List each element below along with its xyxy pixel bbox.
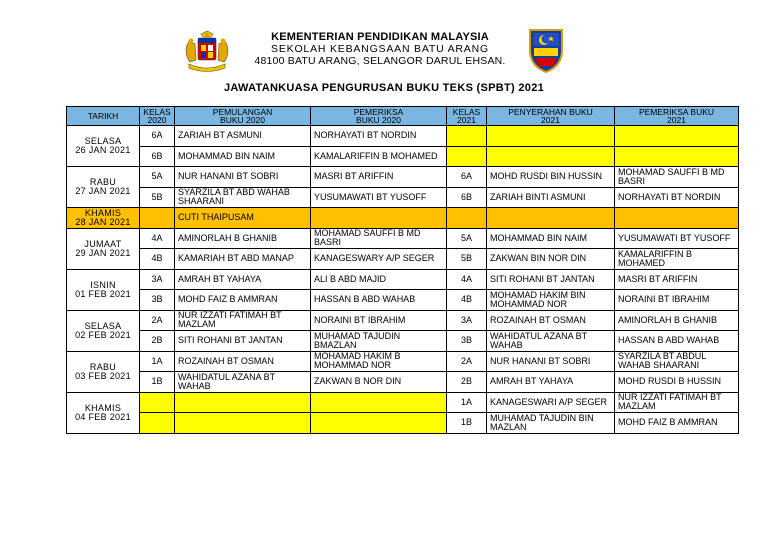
penyerahan-cell: MOHAMAD HAKIM BIN MOHAMMAD NOR xyxy=(487,290,615,311)
pemeriksa-2021-cell xyxy=(615,208,739,229)
penyerahan-cell: MUHAMAD TAJUDIN BIN MAZLAN xyxy=(487,413,615,434)
penyerahan-cell: AMRAH BT YAHAYA xyxy=(487,372,615,393)
table-row xyxy=(67,351,739,372)
table-row xyxy=(67,228,739,249)
table-row xyxy=(67,269,739,290)
pemulangan-cell xyxy=(175,413,311,434)
penyerahan-cell xyxy=(487,208,615,229)
date-cell: SELASA 02 FEB 2021 xyxy=(67,310,140,351)
pemeriksa-2020-cell: YUSUMAWATI BT YUSOFF xyxy=(311,187,447,208)
date-cell: KHAMIS 28 JAN 2021 xyxy=(67,208,140,229)
kelas-2020-cell: 3A xyxy=(140,269,175,290)
kelas-2021-cell: 4A xyxy=(447,269,487,290)
kelas-2020-cell: 1A xyxy=(140,351,175,372)
schedule-table xyxy=(66,106,739,434)
kelas-2020-cell: 2B xyxy=(140,331,175,352)
table-row xyxy=(67,167,739,188)
pemeriksa-2020-cell: MOHAMAD HAKIM B MOHAMMAD NOR xyxy=(311,351,447,372)
kelas-2021-cell: 3B xyxy=(447,331,487,352)
pemeriksa-2021-cell: SYARZILA BT ABDUL WAHAB SHAARANI xyxy=(615,351,739,372)
kelas-2021-cell: 5A xyxy=(447,228,487,249)
pemulangan-cell: KAMARIAH BT ABD MANAP xyxy=(175,249,311,270)
table-row xyxy=(67,249,739,270)
kelas-2021-cell: 6B xyxy=(447,187,487,208)
table-row xyxy=(67,290,739,311)
kelas-2021-cell xyxy=(447,208,487,229)
pemeriksa-2021-cell xyxy=(615,146,739,167)
date-cell: ISNIN 01 FEB 2021 xyxy=(67,269,140,310)
header-row xyxy=(67,107,739,126)
date-cell: RABU 27 JAN 2021 xyxy=(67,167,140,208)
kelas-2020-cell: 4A xyxy=(140,228,175,249)
kelas-2020-cell: 3B xyxy=(140,290,175,311)
table-row xyxy=(67,146,739,167)
penyerahan-cell: KANAGESWARI A/P SEGER xyxy=(487,392,615,413)
pemeriksa-2020-cell: ZAKWAN B NOR DIN xyxy=(311,372,447,393)
pemeriksa-2021-cell: MOHD RUSDI B HUSSIN xyxy=(615,372,739,393)
pemeriksa-2021-cell xyxy=(615,126,739,147)
pemeriksa-2020-cell: NORAINI BT IBRAHIM xyxy=(311,310,447,331)
penyerahan-cell: MOHAMMAD BIN NAIM xyxy=(487,228,615,249)
pemulangan-cell: SYARZILA BT ABD WAHAB SHAARANI xyxy=(175,187,311,208)
penyerahan-cell: ZARIAH BINTI ASMUNI xyxy=(487,187,615,208)
penyerahan-cell xyxy=(487,126,615,147)
pemulangan-cell: WAHIDATUL AZANA BT WAHAB xyxy=(175,372,311,393)
kelas-2020-cell: 5A xyxy=(140,167,175,188)
pemeriksa-2021-cell: MASRI BT ARIFFIN xyxy=(615,269,739,290)
penyerahan-cell: ZAKWAN BIN NOR DIN xyxy=(487,249,615,270)
pemeriksa-2021-cell: NORAINI BT IBRAHIM xyxy=(615,290,739,311)
pemeriksa-2021-cell: MOHD FAIZ B AMMRAN xyxy=(615,413,739,434)
pemeriksa-2020-cell: MOHAMAD SAUFFI B MD BASRI xyxy=(311,228,447,249)
table-row xyxy=(67,310,739,331)
penyerahan-cell: NUR HANANI BT SOBRI xyxy=(487,351,615,372)
pemeriksa-2020-cell: KAMALARIFFIN B MOHAMED xyxy=(311,146,447,167)
pemulangan-cell: MOHAMMAD BIN NAIM xyxy=(175,146,311,167)
kelas-2021-cell: 6A xyxy=(447,167,487,188)
pemeriksa-2021-cell: KAMALARIFFIN B MOHAMED xyxy=(615,249,739,270)
penyerahan-cell: ROZAINAH BT OSMAN xyxy=(487,310,615,331)
kelas-2020-cell: 5B xyxy=(140,187,175,208)
pemeriksa-2020-cell xyxy=(311,208,447,229)
penyerahan-cell xyxy=(487,146,615,167)
date-cell: JUMAAT 29 JAN 2021 xyxy=(67,228,140,269)
pemulangan-cell: SITI ROHANI BT JANTAN xyxy=(175,331,311,352)
holiday-row xyxy=(67,208,739,229)
date-cell: RABU 03 FEB 2021 xyxy=(67,351,140,392)
kelas-2021-cell xyxy=(447,126,487,147)
pemeriksa-2021-cell: MOHAMAD SAUFFI B MD BASRI xyxy=(615,167,739,188)
ministry-name: KEMENTERIAN PENDIDIKAN MALAYSIA xyxy=(271,31,489,43)
table-row xyxy=(67,372,739,393)
pemeriksa-2020-cell: MUHAMAD TAJUDIN BMAZLAN xyxy=(311,331,447,352)
document-title: JAWATANKUASA PENGURUSAN BUKU TEKS (SPBT) 2021 xyxy=(223,82,545,94)
pemeriksa-2020-cell: MASRI BT ARIFFIN xyxy=(311,167,447,188)
school-crest-icon xyxy=(524,26,568,74)
pemeriksa-2020-cell xyxy=(311,413,447,434)
col-pemeriksa-2020: PEMERIKSA BUKU 2020 xyxy=(311,107,447,126)
pemeriksa-2020-cell: NORHAYATI BT NORDIN xyxy=(311,126,447,147)
kelas-2021-cell: 2A xyxy=(447,351,487,372)
table-row xyxy=(67,331,739,352)
table-row xyxy=(67,126,739,147)
kelas-2020-cell xyxy=(140,413,175,434)
kelas-2020-cell: 2A xyxy=(140,310,175,331)
school-name: SEKOLAH KEBANGSAAN BATU ARANG xyxy=(271,43,489,55)
pemeriksa-2020-cell: KANAGESWARY A/P SEGER xyxy=(311,249,447,270)
col-kelas-2021: KELAS 2021 xyxy=(447,107,487,126)
pemeriksa-2020-cell: HASSAN B ABD WAHAB xyxy=(311,290,447,311)
penyerahan-cell: SITI ROHANI BT JANTAN xyxy=(487,269,615,290)
col-kelas-2020: KELAS 2020 xyxy=(140,107,175,126)
table-row xyxy=(67,392,739,413)
pemeriksa-2020-cell: ALI B ABD MAJID xyxy=(311,269,447,290)
kelas-2020-cell xyxy=(140,392,175,413)
kelas-2020-cell: 4B xyxy=(140,249,175,270)
kelas-2020-cell xyxy=(140,208,175,229)
pemulangan-cell: NUR HANANI BT SOBRI xyxy=(175,167,311,188)
pemeriksa-2021-cell: NUR IZZATI FATIMAH BT MAZLAM xyxy=(615,392,739,413)
pemulangan-cell: ROZAINAH BT OSMAN xyxy=(175,351,311,372)
pemeriksa-2021-cell: YUSUMAWATI BT YUSOFF xyxy=(615,228,739,249)
kelas-2021-cell: 3A xyxy=(447,310,487,331)
kelas-2021-cell xyxy=(447,146,487,167)
col-tarikh: TARIKH xyxy=(67,107,140,126)
pemeriksa-2021-cell: HASSAN B ABD WAHAB xyxy=(615,331,739,352)
pemulangan-cell: MOHD FAIZ B AMMRAN xyxy=(175,290,311,311)
kelas-2021-cell: 1A xyxy=(447,392,487,413)
school-address: 48100 BATU ARANG, SELANGOR DARUL EHSAN. xyxy=(254,55,506,67)
col-penyerahan: PENYERAHAN BUKU 2021 xyxy=(487,107,615,126)
col-pemulangan: PEMULANGAN BUKU 2020 xyxy=(175,107,311,126)
date-cell: SELASA 26 JAN 2021 xyxy=(67,126,140,167)
date-cell: KHAMIS 04 FEB 2021 xyxy=(67,392,140,433)
kelas-2021-cell: 4B xyxy=(447,290,487,311)
table-row xyxy=(67,413,739,434)
holiday-label: CUTI THAIPUSAM xyxy=(175,208,311,229)
pemulangan-cell: AMINORLAH B GHANIB xyxy=(175,228,311,249)
kelas-2020-cell: 6A xyxy=(140,126,175,147)
kelas-2021-cell: 1B xyxy=(447,413,487,434)
letterhead xyxy=(0,22,768,72)
kelas-2020-cell: 1B xyxy=(140,372,175,393)
pemulangan-cell: AMRAH BT YAHAYA xyxy=(175,269,311,290)
penyerahan-cell: WAHIDATUL AZANA BT WAHAB xyxy=(487,331,615,352)
pemulangan-cell xyxy=(175,392,311,413)
kelas-2020-cell: 6B xyxy=(140,146,175,167)
malaysia-coat-of-arms-icon xyxy=(181,30,233,74)
pemeriksa-2020-cell xyxy=(311,392,447,413)
pemulangan-cell: NUR IZZATI FATIMAH BT MAZLAM xyxy=(175,310,311,331)
kelas-2021-cell: 2B xyxy=(447,372,487,393)
penyerahan-cell: MOHD RUSDI BIN HUSSIN xyxy=(487,167,615,188)
table-row xyxy=(67,187,739,208)
kelas-2021-cell: 5B xyxy=(447,249,487,270)
pemulangan-cell: ZARIAH BT ASMUNI xyxy=(175,126,311,147)
pemeriksa-2021-cell: AMINORLAH B GHANIB xyxy=(615,310,739,331)
col-pemeriksa-2021: PEMERIKSA BUKU 2021 xyxy=(615,107,739,126)
pemeriksa-2021-cell: NORHAYATI BT NORDIN xyxy=(615,187,739,208)
